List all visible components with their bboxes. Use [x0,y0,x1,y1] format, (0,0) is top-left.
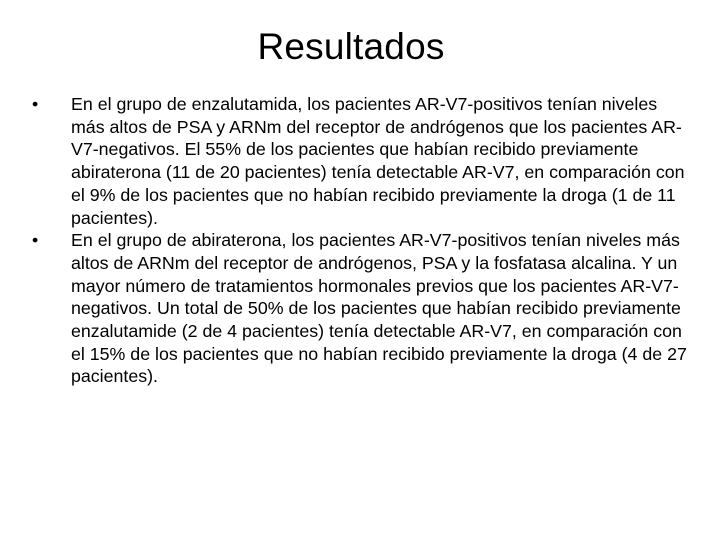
bullet-item-1 [32,93,692,229]
bullet-list [32,93,692,388]
bullet-text-1: En el grupo de enzalutamida, los pacientes AR-V7-positivos tenían niveles más altos de PSA y ARNm del receptor de andrógenos que los pacientes AR-V7-negativos. El 55% de los pacientes que habían recibido previamente abiraterona (11 de 20 pacientes) tenía detectable AR-V7, en comparación con el 9% de los pacientes que no habían recibido previamente la droga (1 de 11 pacientes). [71,94,685,228]
bullet-text-2: En el grupo de abiraterona, los pacientes AR-V7-positivos tenían niveles más altos de ARNm del receptor de andrógenos, PSA y la fosfatasa alcalina. Y un mayor número de tratamientos hormonales previos que los pacientes AR-V7-negativos. Un total de 50% de los pacientes que habían recibido previamente enzalutamide (2 de 4 pacientes) tenía detectable AR-V7, en comparación con el 15% de los pacientes que no habían recibido previamente la droga (4 de 27 pacientes). [71,230,687,387]
slide-title: Resultados [257,26,445,67]
bullet-point-icon: • [32,230,39,251]
bullet-point-icon: • [32,94,39,114]
bullet-item-2 [32,229,692,388]
